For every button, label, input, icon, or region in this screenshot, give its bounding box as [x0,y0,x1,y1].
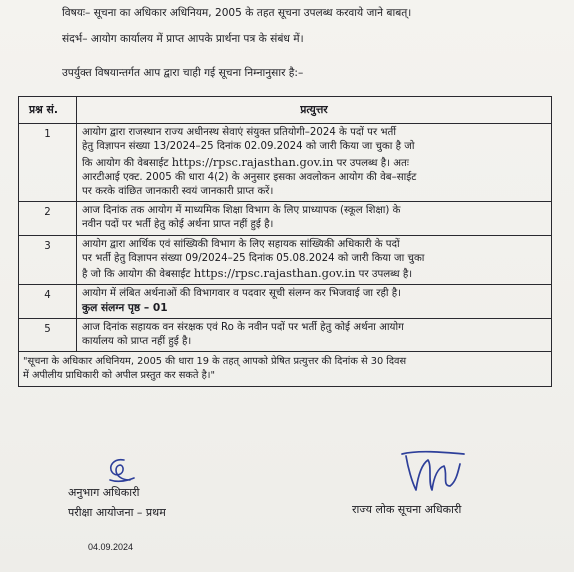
exam-planning-dept: परीक्षा आयोजना – प्रथम [68,506,166,519]
response-line: आरटीआई एक्ट. 2005 की धारा 4(2) के अनुसार इसका अवलोकन आयोग की वेब–साईट [82,171,417,183]
response-line: कार्यालय को प्राप्त नहीं हुई है। [82,335,192,347]
website-url: https://rpsc.rajasthan.gov.in [193,266,356,281]
table-row [19,124,552,202]
response-line: आज दिनांक सहायक वन संरक्षक एवं Ro के नवीन पदों पर भर्ती हेतु कोई अर्थना आयोग [82,321,404,333]
response-cell [77,318,552,351]
section-officer-initials [100,456,140,486]
table-row [19,285,552,318]
response-line [82,266,546,282]
appeal-note-line: में अपीलीय प्राधिकारी को अपील प्रस्तुत कर सकते है।" [23,370,216,382]
header-question-no: प्रश्न सं. [19,97,77,124]
response-text: कि आयोग की वेबसाईट [82,157,172,169]
response-cell [77,235,552,285]
intro-line: उपर्युक्त विषयान्तर्गत आप द्वारा चाही गई सूचना निम्नानुसार है:– [62,67,304,79]
response-text: है जो कि आयोग की वेबसाईट [82,269,194,281]
question-number: 1 [19,124,77,202]
response-line: हेतु विज्ञापन संख्या 13/2024–25 दिनांक 02.09.2024 को जारी किया जा चुका है जो [82,141,415,153]
question-number: 4 [19,285,77,318]
response-line: आयोग द्वारा राजस्थान राज्य अधीनस्थ सेवाएं संयुक्त प्रतियोगी–2024 के पदों पर भर्ती [82,127,396,139]
header-response: प्रत्युत्तर [77,97,552,124]
response-cell [77,202,552,235]
question-number: 3 [19,235,77,285]
table-footer-row [19,352,552,387]
reference-line: संदर्भ– आयोग कार्यालय में प्राप्त आपके प्रार्थना पत्र के संबंध में। [62,33,304,45]
appeal-note [19,352,552,387]
website-url: https://rpsc.rajasthan.gov.in [171,154,334,169]
response-line [82,155,546,171]
response-text: पर उपलब्ध है। अतः [333,157,409,169]
question-number: 2 [19,202,77,235]
response-line: आयोग में लंबित अर्थनाओं की विभागवार व पदवार सूची संलग्न कर भिजवाई जा रही है। [82,288,402,300]
response-line: नवीन पदों पर भर्ती हेतु कोई अर्थना प्राप्त नहीं हुई है। [82,219,274,231]
table-row [19,318,552,351]
response-cell [77,124,552,202]
subject-line: विषयः– सूचना का अधिकार अधिनियम, 2005 के तहत सूचना उपलब्ध करवाये जाने बाबत्। [62,7,412,19]
table-row [19,235,552,285]
response-text: पर उपलब्ध है। [355,269,413,281]
response-table [18,96,552,387]
letter-date: 04.09.2024 [88,542,134,552]
attachment-count: कुल संलग्न पृष्ठ – 01 [82,302,168,315]
response-cell [77,285,552,318]
appeal-note-line: "सूचना के अधिकार अधिनियम, 2005 की धारा 19 के तहत् आपको प्रेषित प्रत्युत्तर की दिनांक से 30 दिवस [23,356,407,368]
response-line: पर करके वांछित जानकारी स्वयं जानकारी प्राप्त करें। [82,186,274,198]
table-row [19,202,552,235]
pio-signature [398,446,468,498]
section-officer-title: अनुभाग अधिकारी [68,486,140,499]
pio-title: राज्य लोक सूचना अधिकारी [352,503,462,516]
response-line: आयोग द्वारा आर्थिक एवं सांख्यिकी विभाग के लिए सहायक सांख्यिकी अधिकारी के पदों [82,238,400,250]
response-line: पर भर्ती हेतु विज्ञापन संख्या 09/2024–25 दिनांक 05.08.2024 को जारी किया जा चुका [82,252,425,264]
response-line: आज दिनांक तक आयोग में माध्यमिक शिक्षा विभाग के लिए प्राध्यापक (स्कूल शिक्षा) के [82,205,401,217]
question-number: 5 [19,318,77,351]
table-header-row [19,97,552,124]
